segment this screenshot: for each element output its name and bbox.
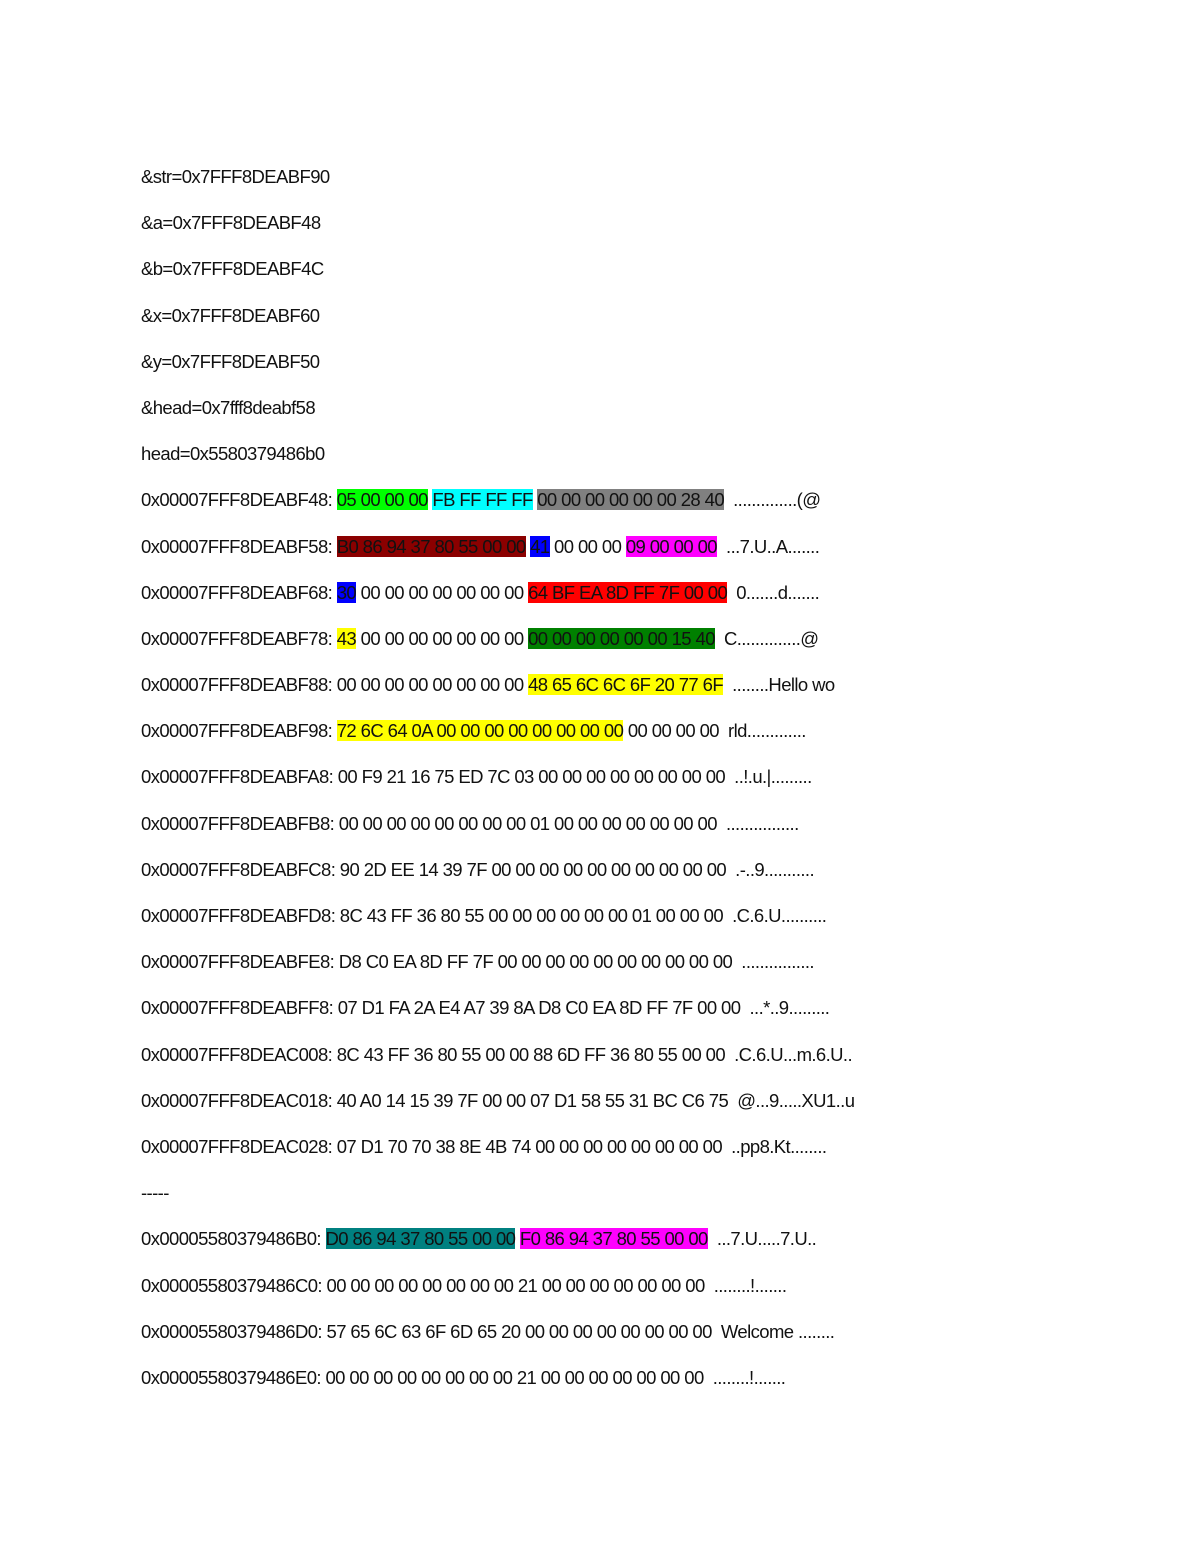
highlighted-bytes: 64 BF EA 8D FF 7F 00 00 [528, 581, 728, 603]
text-line [141, 627, 1141, 673]
highlighted-bytes: D0 86 94 37 80 55 00 00 [325, 1228, 516, 1250]
text-segment: 0x00007FFF8DEAC018: 40 A0 14 15 39 7F 00 00 07 D1 58 55 31 BC C6 75 @...9.....XU1..u [141, 1089, 855, 1111]
memory-dump-document [141, 165, 1141, 1412]
text-segment: 0x00007FFF8DEABF58: [141, 535, 337, 557]
text-line [141, 581, 1141, 627]
text-segment: &a=0x7FFF8DEABF48 [141, 212, 321, 234]
text-line [141, 765, 1141, 811]
text-line [141, 165, 1141, 211]
text-line [141, 719, 1141, 765]
text-segment: &b=0x7FFF8DEABF4C [141, 258, 324, 280]
highlighted-bytes: 00 00 00 00 00 00 15 40 [528, 627, 715, 649]
text-segment: 0x00007FFF8DEABF98: [141, 720, 337, 742]
text-segment: 0x00007FFF8DEABFF8: 07 D1 FA 2A E4 A7 39 8A D8 C0 EA 8D FF 7F 00 00 ...*..9......... [141, 997, 830, 1019]
highlighted-bytes: 43 [336, 627, 357, 649]
highlighted-bytes: B0 86 94 37 80 55 00 00 [336, 535, 526, 557]
text-segment: 0x00007FFF8DEABF48: [141, 489, 337, 511]
highlighted-bytes: 00 00 00 00 00 00 28 40 [537, 489, 725, 511]
text-segment: 0x00005580379486C0: 00 00 00 00 00 00 00 00 21 00 00 00 00 00 00 00 ........!....... [141, 1274, 787, 1296]
text-segment: 0x00007FFF8DEABF88: 00 00 00 00 00 00 00 00 [141, 674, 529, 696]
text-line [141, 1135, 1141, 1181]
text-segment: ........Hello wo [723, 674, 835, 696]
text-segment: ...7.U.....7.U.. [707, 1228, 817, 1250]
text-line [141, 396, 1141, 442]
text-line [141, 950, 1141, 996]
text-segment: &x=0x7FFF8DEABF60 [141, 304, 320, 326]
text-segment: 0.......d....... [727, 581, 820, 603]
text-segment: 0x00007FFF8DEABFA8: 00 F9 21 16 75 ED 7C 03 00 00 00 00 00 00 00 00 ..!.u.|......... [141, 766, 812, 788]
highlighted-bytes: 30 [336, 581, 357, 603]
text-segment: 00 00 00 00 00 00 00 [356, 581, 529, 603]
text-line [141, 1043, 1141, 1089]
text-line [141, 1089, 1141, 1135]
text-line [141, 1366, 1141, 1412]
highlighted-bytes: F0 86 94 37 80 55 00 00 [519, 1228, 708, 1250]
text-segment: &head=0x7fff8deabf58 [141, 396, 316, 418]
highlighted-bytes: 05 00 00 00 [336, 489, 428, 511]
text-segment: 0x00005580379486E0: 00 00 00 00 00 00 00 00 21 00 00 00 00 00 00 00 ........!....... [141, 1366, 786, 1388]
text-line [141, 996, 1141, 1042]
text-line [141, 350, 1141, 396]
highlighted-bytes: FB FF FF FF [432, 489, 533, 511]
text-segment: 0x00007FFF8DEAC028: 07 D1 70 70 38 8E 4B 74 00 00 00 00 00 00 00 00 ..pp8.Kt........ [141, 1135, 827, 1157]
text-line [141, 304, 1141, 350]
text-segment: 0x00007FFF8DEABF68: [141, 581, 337, 603]
highlighted-bytes: 41 [530, 535, 550, 557]
text-segment: &y=0x7FFF8DEABF50 [141, 350, 320, 372]
highlighted-bytes: 48 65 6C 6C 6F 20 77 6F [528, 674, 724, 696]
text-line [141, 858, 1141, 904]
text-segment: ----- [141, 1182, 169, 1204]
text-line [141, 1320, 1141, 1366]
text-line [141, 1227, 1141, 1273]
text-line [141, 812, 1141, 858]
text-segment: 0x00007FFF8DEABFE8: D8 C0 EA 8D FF 7F 00 00 00 00 00 00 00 00 00 00 ................ [141, 951, 814, 973]
text-segment: 0x00005580379486B0: [141, 1228, 326, 1250]
text-segment: 0x00005580379486D0: 57 65 6C 63 6F 6D 65 20 00 00 00 00 00 00 00 00 Welcome ........ [141, 1320, 835, 1342]
text-segment: 0x00007FFF8DEABFB8: 00 00 00 00 00 00 00 00 01 00 00 00 00 00 00 00 ................ [141, 812, 799, 834]
text-line [141, 904, 1141, 950]
text-segment: &str=0x7FFF8DEABF90 [141, 166, 330, 187]
text-segment: 0x00007FFF8DEABF78: [141, 627, 337, 649]
text-line [141, 673, 1141, 719]
text-segment: 00 00 00 [549, 535, 626, 557]
text-segment: head=0x5580379486b0 [141, 443, 325, 465]
text-segment: 0x00007FFF8DEABFD8: 8C 43 FF 36 80 55 00 00 00 00 00 00 01 00 00 00 .C.6.U.......... [141, 905, 827, 926]
highlighted-bytes: 72 6C 64 0A 00 00 00 00 00 00 00 00 [336, 720, 624, 742]
text-segment: 0x00007FFF8DEABFC8: 90 2D EE 14 39 7F 00 00 00 00 00 00 00 00 00 00 .-..9........... [141, 858, 814, 880]
text-segment: 00 00 00 00 00 00 00 [356, 627, 529, 649]
text-line [141, 211, 1141, 257]
text-line [141, 1274, 1141, 1320]
text-segment: 00 00 00 00 rld............. [623, 720, 806, 742]
text-line [141, 535, 1141, 581]
text-line [141, 442, 1141, 488]
text-segment: C..............@ [714, 627, 819, 649]
text-line [141, 1181, 1141, 1227]
text-segment: ...7.U..A....... [716, 535, 820, 557]
text-line [141, 488, 1141, 534]
text-segment: 0x00007FFF8DEAC008: 8C 43 FF 36 80 55 00 00 88 6D FF 36 80 55 00 00 .C.6.U...m.6.U.. [141, 1043, 852, 1065]
text-line [141, 257, 1141, 303]
highlighted-bytes: 09 00 00 00 [625, 535, 717, 557]
text-segment: ..............(@ [724, 489, 821, 511]
